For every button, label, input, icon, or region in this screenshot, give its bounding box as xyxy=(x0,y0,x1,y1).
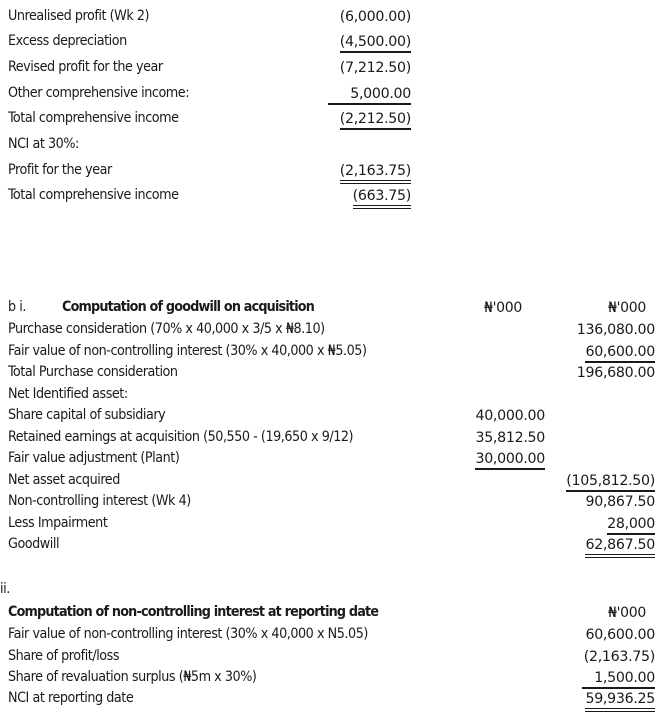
row-value: (4,500.00) xyxy=(340,33,411,53)
row-value: (2,163.75) xyxy=(583,649,655,665)
table-row xyxy=(0,321,662,343)
row-label: Net asset acquired xyxy=(8,472,120,488)
row-value: 5,000.00 xyxy=(328,85,411,105)
row-label: Total comprehensive income xyxy=(8,187,179,203)
section-prefix-row xyxy=(0,581,662,603)
table-row xyxy=(0,187,662,209)
table-row xyxy=(0,8,662,30)
row-label: Goodwill xyxy=(8,536,60,552)
section-title: Computation of non-controlling interest at reporting date xyxy=(8,604,379,620)
section-title: Computation of goodwill on acquisition xyxy=(62,299,315,315)
column-header-naira: ₦'000 xyxy=(608,605,646,621)
row-label: Non-controlling interest (Wk 4) xyxy=(8,493,191,509)
table-row xyxy=(0,33,662,55)
row-value: 35,812.50 xyxy=(475,430,545,446)
row-value: (7,212.50) xyxy=(339,60,411,76)
row-value: (105,812.50) xyxy=(566,472,655,492)
row-label: Fair value of non-controlling interest (30% x 40,000 x N5.05) xyxy=(8,626,368,642)
row-label: Retained earnings at acquisition (50,550 - (19,650 x 9/12) xyxy=(8,429,354,445)
row-label: Share of revaluation surplus (₦5m x 30%) xyxy=(8,669,257,685)
table-row xyxy=(0,386,662,408)
row-label: Fair value adjustment (Plant) xyxy=(8,450,180,466)
row-value: (2,212.50) xyxy=(340,110,411,130)
row-label: Total Purchase consideration xyxy=(8,364,178,380)
row-label: Less Impairment xyxy=(8,515,108,531)
section-prefix: ii. xyxy=(0,581,10,597)
row-label: NCI at 30%: xyxy=(8,136,79,152)
table-row xyxy=(0,429,662,451)
row-value: 30,000.00 xyxy=(475,450,545,470)
row-label: Profit for the year xyxy=(8,162,112,178)
row-label: Total comprehensive income xyxy=(8,110,179,126)
table-row xyxy=(0,407,662,429)
table-row xyxy=(0,536,662,558)
section-heading xyxy=(0,604,662,626)
row-label: Revised profit for the year xyxy=(8,59,163,75)
row-value: (663.75) xyxy=(353,187,411,209)
row-value: 60,600.00 xyxy=(585,627,655,643)
table-row xyxy=(0,162,662,184)
row-value: (6,000.00) xyxy=(339,9,411,25)
table-row xyxy=(0,450,662,472)
table-row xyxy=(0,626,662,648)
row-label: Purchase consideration (70% x 40,000 x 3/5 x ₦8.10) xyxy=(8,321,325,337)
column-header-naira: ₦'000 xyxy=(484,300,522,316)
section-heading xyxy=(0,299,662,321)
row-value: 59,936.25 xyxy=(585,690,655,712)
table-row xyxy=(0,364,662,386)
row-value: 40,000.00 xyxy=(475,408,545,424)
table-row xyxy=(0,669,662,691)
table-row xyxy=(0,493,662,515)
row-label: Net Identified asset: xyxy=(8,386,128,402)
row-label: Excess depreciation xyxy=(8,33,127,49)
table-row xyxy=(0,59,662,81)
row-value: 90,867.50 xyxy=(585,494,655,510)
row-value: 1,500.00 xyxy=(582,669,655,689)
row-label: Other comprehensive income: xyxy=(8,85,190,101)
row-label: Share capital of subsidiary xyxy=(8,407,166,423)
row-value: 62,867.50 xyxy=(585,536,655,558)
section-prefix: b i. xyxy=(8,299,26,315)
table-row xyxy=(0,515,662,537)
row-value: 28,000 xyxy=(607,515,655,535)
table-row xyxy=(0,110,662,132)
row-label: Unrealised profit (Wk 2) xyxy=(8,8,150,24)
table-row xyxy=(0,648,662,670)
row-label: Fair value of non-controlling interest (30% x 40,000 x ₦5.05) xyxy=(8,343,367,359)
column-header-naira: ₦'000 xyxy=(608,300,646,316)
row-label: Share of profit/loss xyxy=(8,648,120,664)
row-value: 196,680.00 xyxy=(576,365,655,381)
table-row xyxy=(0,343,662,365)
row-value: 136,080.00 xyxy=(576,322,655,338)
row-value: (2,163.75) xyxy=(340,162,411,184)
table-row xyxy=(0,136,662,158)
table-row xyxy=(0,85,662,107)
table-row xyxy=(0,472,662,494)
row-value: 60,600.00 xyxy=(585,343,655,363)
row-label: NCI at reporting date xyxy=(8,690,134,706)
